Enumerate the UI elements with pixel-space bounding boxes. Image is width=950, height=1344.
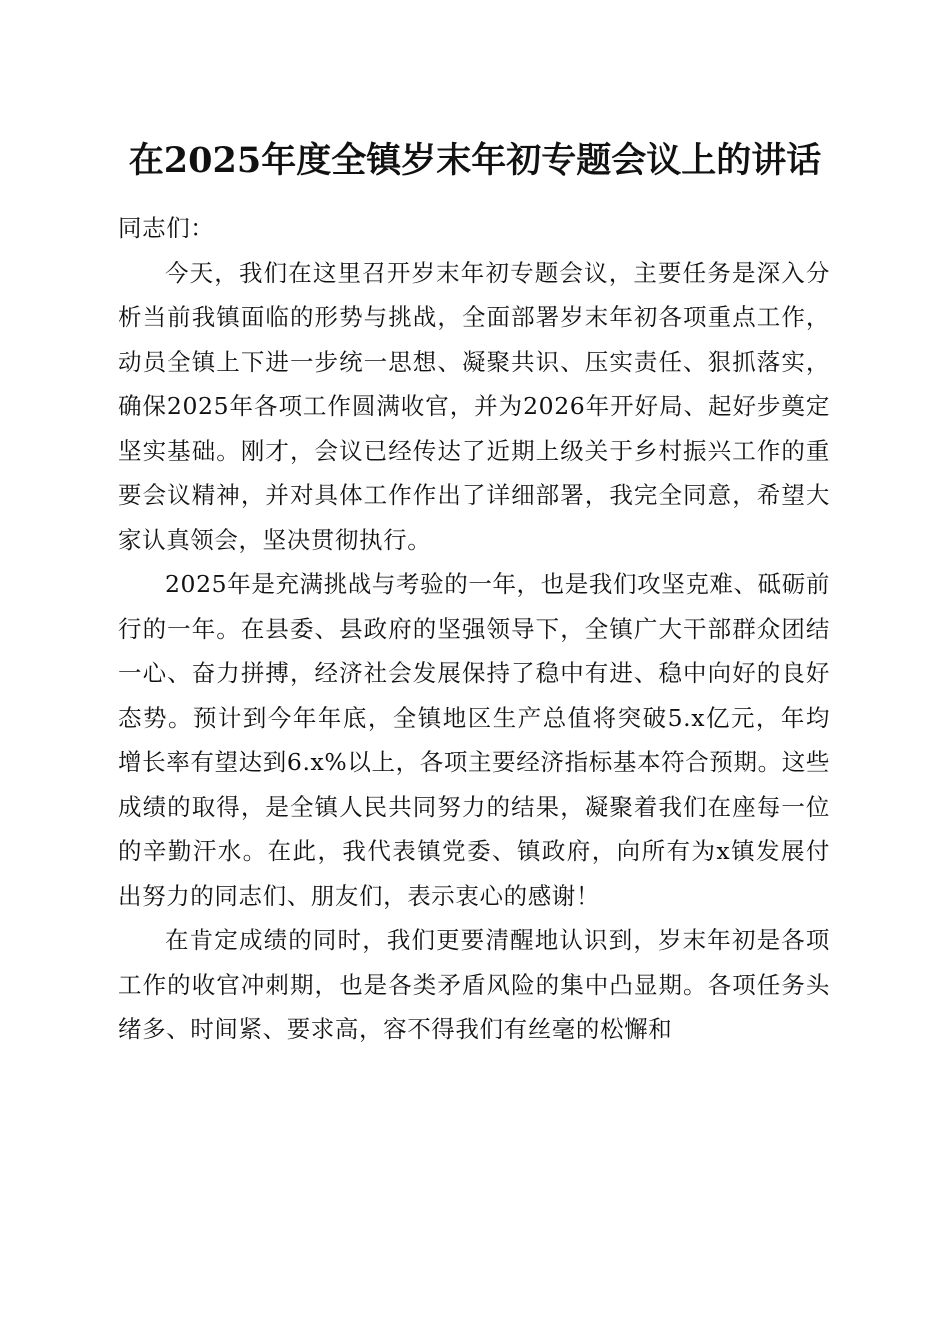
paragraph-achievements: 2025年是充满挑战与考验的一年，也是我们攻坚克难、砥砺前行的一年。在县委、县政府的坚强领导下，全镇广大干部群众团结一心、奋力拼搏，经济社会发展保持了稳中有进、稳中向好的良好态势。预计到今年年底，全镇地区生产总值将突破5.x亿元，年均增长率有望达到6.x%以上，各项主要经济指标基本符合预期。这些成绩的取得，是全镇人民共同努力的结果，凝聚着我们在座每一位的辛勤汗水。在此，我代表镇党委、镇政府，向所有为x镇发展付出努力的同志们、朋友们，表示衷心的感谢！ [118, 570, 830, 910]
document-title: 在2025年度全镇岁末年初专题会议上的讲话 [128, 140, 822, 181]
paragraph-challenges: 在肯定成绩的同时，我们更要清醒地认识到，岁末年初是各项工作的收官冲刺期，也是各类矛盾风险的集中凸显期。各项任务头绪多、时间紧、要求高，容不得我们有丝毫的松懈和 [118, 926, 830, 1043]
greeting: 同志们： [118, 214, 215, 242]
paragraph-opening: 今天，我们在这里召开岁末年初专题会议，主要任务是深入分析当前我镇面临的形势与挑战，全面部署岁末年初各项重点工作，动员全镇上下进一步统一思想、凝聚共识、压实责任、狠抓落实，确保2025年各项工作圆满收官，并为2026年开好局、起好步奠定坚实基础。刚才，会议已经传达了近期上级关于乡村振兴工作的重要会议精神，并对具体工作作出了详细部署，我完全同意，希望大家认真领会，坚决贯彻执行。 [118, 258, 830, 554]
document-body [118, 206, 830, 1052]
